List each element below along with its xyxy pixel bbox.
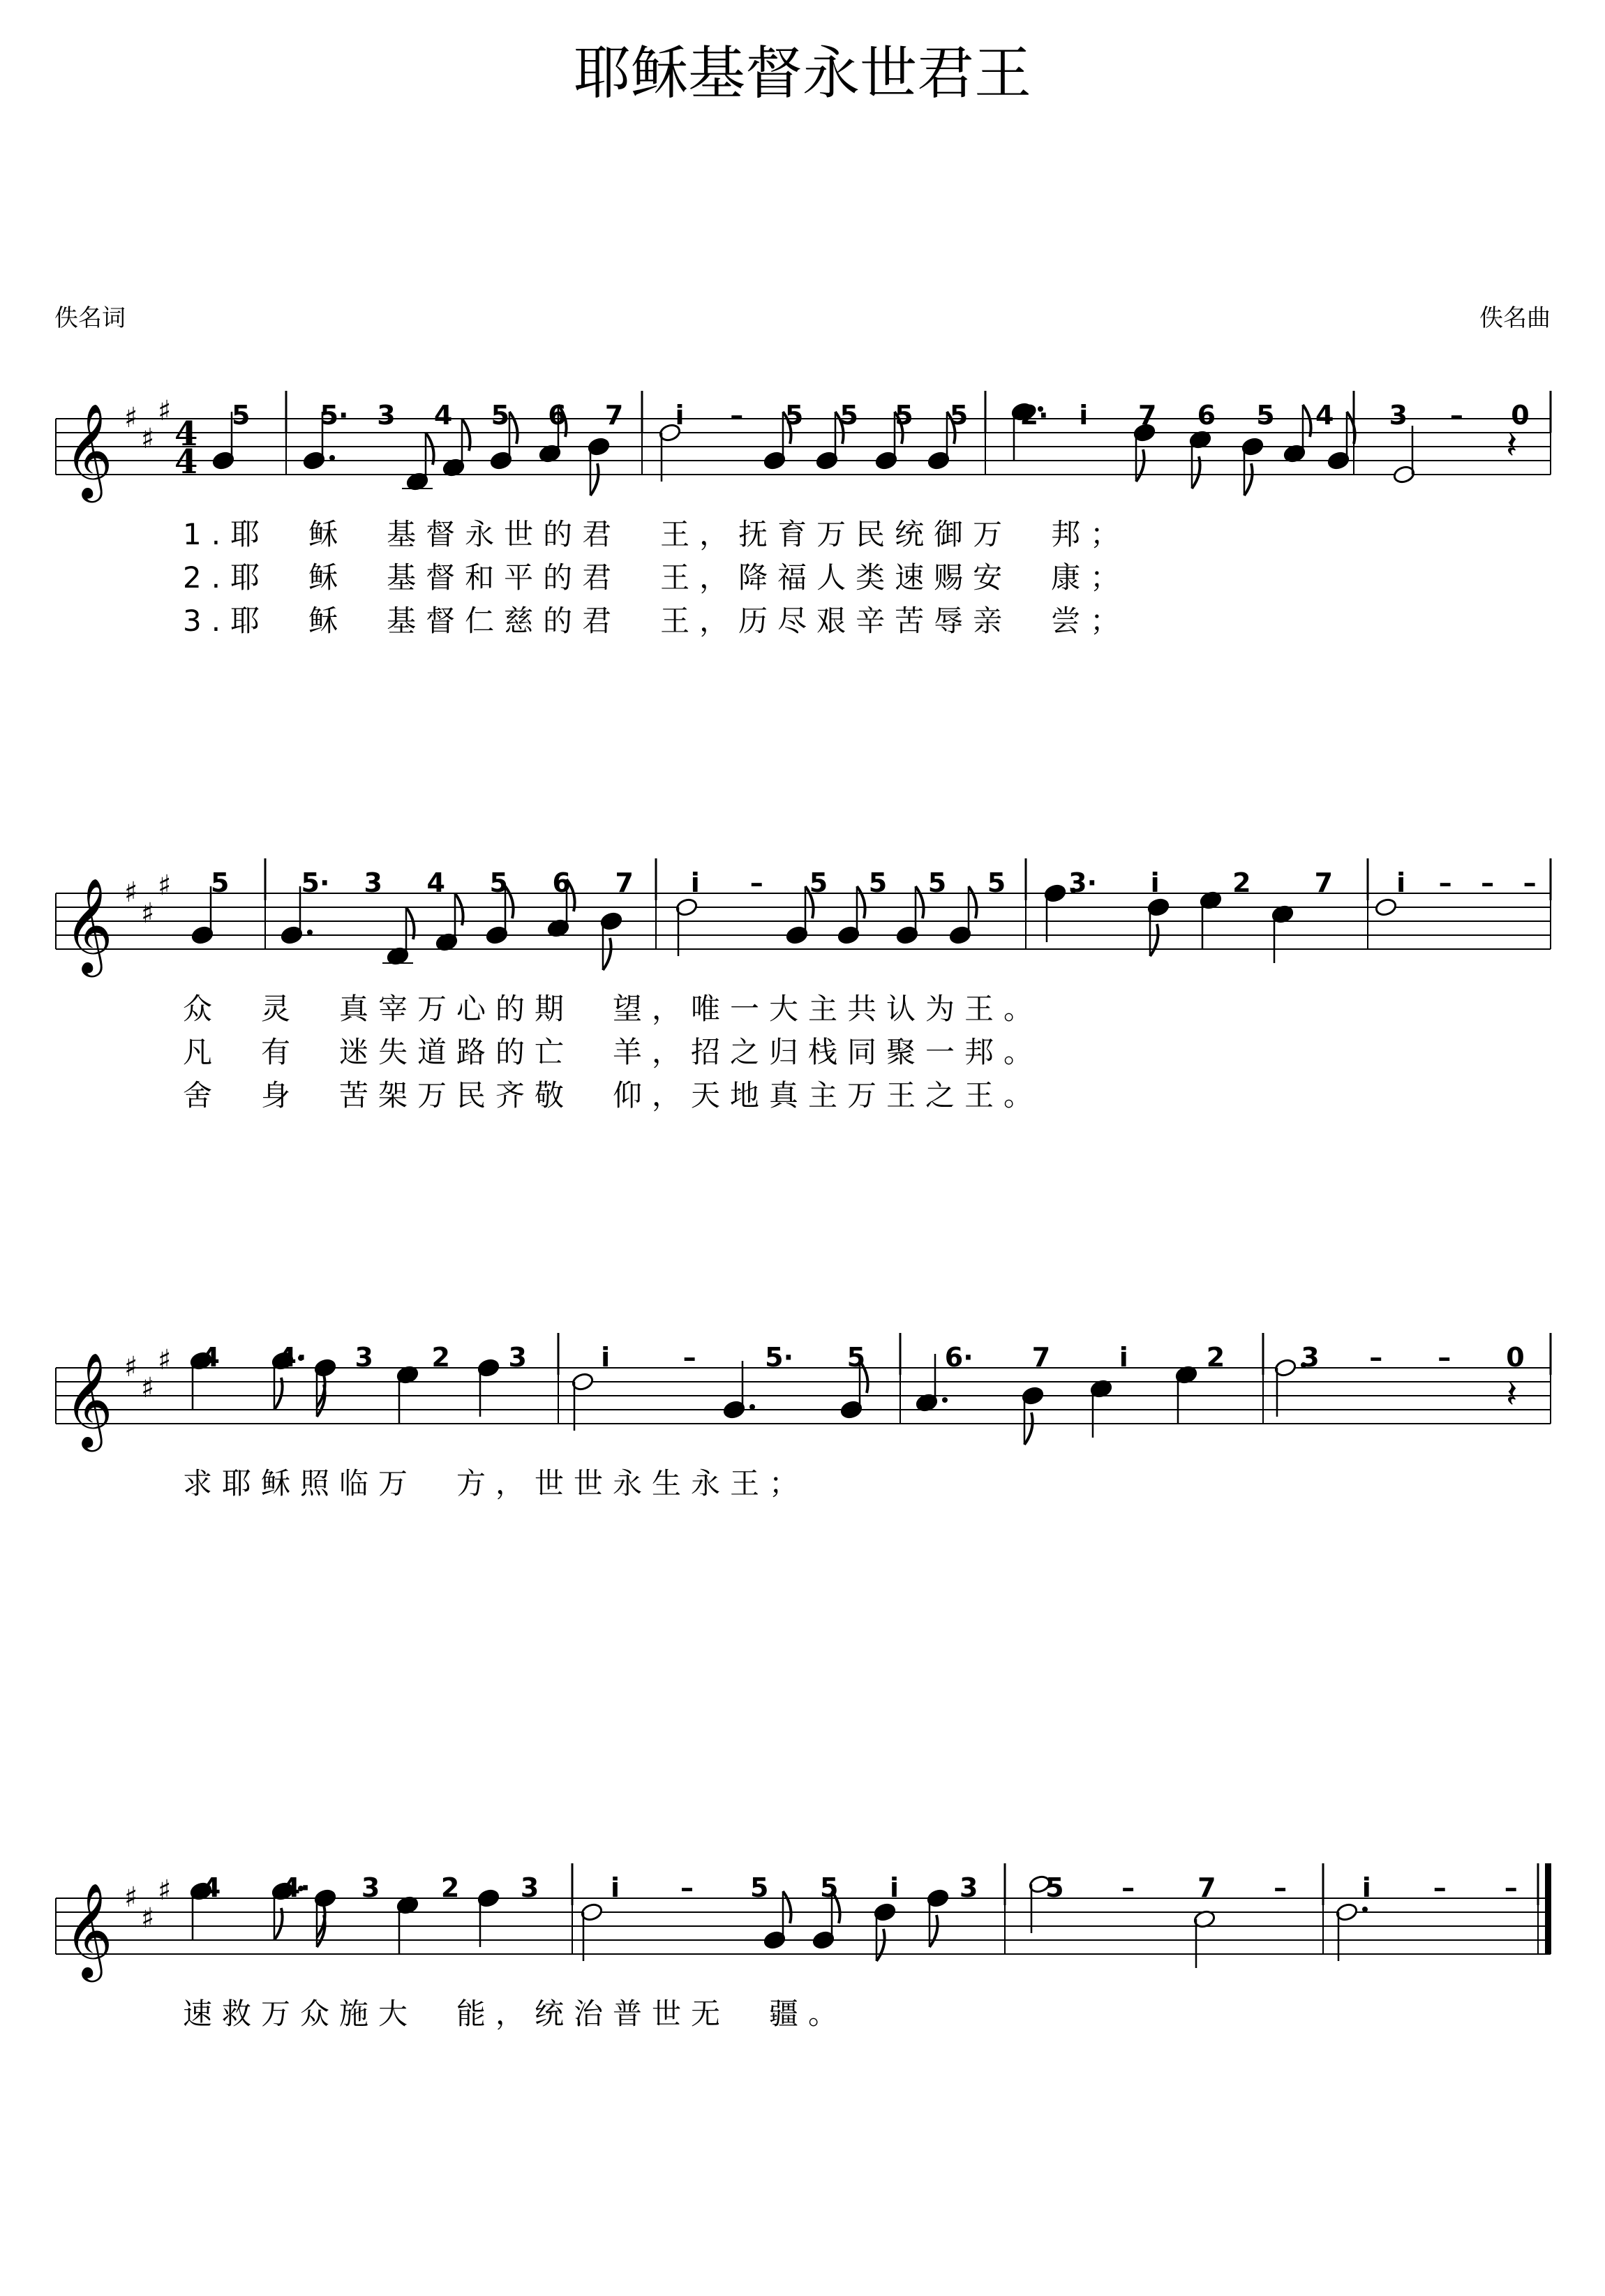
jianpu-note: i bbox=[890, 1872, 899, 1903]
jianpu-note: 3· bbox=[1068, 867, 1098, 898]
augmentation-dot bbox=[942, 1397, 948, 1403]
jianpu-note: 3 bbox=[361, 1872, 380, 1903]
lyric-line: 1.耶 稣 基督永世的君 王，抚育万民统御万 邦； bbox=[183, 517, 1130, 551]
jianpu-note: – bbox=[1433, 1872, 1447, 1903]
augmentation-dot bbox=[749, 1404, 755, 1410]
jianpu-note: i bbox=[675, 400, 685, 431]
jianpu-note: 2· bbox=[1020, 400, 1049, 431]
jianpu-note: 5 bbox=[820, 1872, 839, 1903]
jianpu-note: 2 bbox=[1206, 1342, 1225, 1373]
jianpu-note: 5 bbox=[750, 1872, 769, 1903]
sharp-icon: ♯ bbox=[141, 897, 155, 930]
jianpu-note: 5 bbox=[489, 867, 508, 898]
jianpu-note: 5 bbox=[846, 1342, 866, 1373]
jianpu-note: 4· bbox=[278, 1342, 307, 1373]
jianpu-note: – bbox=[1504, 1872, 1518, 1903]
note-flag bbox=[509, 412, 518, 444]
augmentation-dot bbox=[307, 930, 313, 935]
jianpu-note: 5· bbox=[765, 1342, 794, 1373]
lyric-line: 速救万众施大 能，统治普世无 疆。 bbox=[183, 1997, 848, 2031]
jianpu-note: 4 bbox=[202, 1872, 221, 1903]
time-signature-bottom: 4 bbox=[174, 442, 198, 482]
jianpu-note: 3 bbox=[354, 1342, 373, 1373]
jianpu-note: 5 bbox=[784, 400, 804, 431]
jianpu-note: – bbox=[1274, 1872, 1287, 1903]
jianpu-note: 6· bbox=[944, 1342, 973, 1373]
jianpu-note: 5· bbox=[320, 400, 349, 431]
jianpu-note: – bbox=[682, 1342, 696, 1373]
jianpu-note: 6 bbox=[552, 867, 571, 898]
note-flag bbox=[1244, 463, 1253, 495]
music-system bbox=[0, 1835, 1605, 2296]
time-signature-top: 4 bbox=[174, 415, 198, 454]
treble-clef-icon: 𝄞 bbox=[64, 877, 113, 973]
jianpu-note: 4 bbox=[433, 400, 453, 431]
lyric-line: 2.耶 稣 基督和平的君 王，降福人类速赐安 康； bbox=[183, 560, 1130, 595]
note-flag bbox=[1024, 1412, 1033, 1445]
jianpu-note: 3 bbox=[960, 1872, 978, 1903]
treble-clef-icon: 𝄞 bbox=[64, 402, 113, 498]
music-system bbox=[0, 830, 1605, 1291]
sharp-icon: ♯ bbox=[158, 870, 172, 902]
jianpu-note: 2 bbox=[431, 1342, 450, 1373]
jianpu-note: – bbox=[1481, 867, 1495, 898]
jianpu-note: 3 bbox=[377, 400, 396, 431]
jianpu-note: 5 bbox=[949, 400, 969, 431]
jianpu-note: – bbox=[730, 400, 744, 431]
note-flag bbox=[1150, 924, 1158, 956]
note-flag bbox=[783, 1891, 791, 1923]
note-flag bbox=[590, 463, 599, 495]
jianpu-note: – bbox=[1121, 1872, 1135, 1903]
jianpu-note: 4 bbox=[201, 1342, 220, 1373]
sharp-icon: ♯ bbox=[158, 1874, 172, 1907]
sharp-icon: ♯ bbox=[124, 877, 138, 909]
lyric-line: 舍 身 苦架万民齐敬 仰，天地真主万王之王。 bbox=[183, 1078, 1043, 1112]
sharp-icon: ♯ bbox=[158, 1344, 172, 1376]
note-flag bbox=[930, 1915, 938, 1947]
jianpu-note: 7 bbox=[604, 400, 624, 431]
jianpu-note: 7 bbox=[1197, 1872, 1216, 1903]
jianpu-note: i bbox=[1119, 1342, 1128, 1373]
jianpu-note: 5 bbox=[987, 867, 1006, 898]
jianpu-note: 3 bbox=[1301, 1342, 1320, 1373]
jianpu-note: 5 bbox=[839, 400, 858, 431]
jianpu-note: 5 bbox=[1045, 1872, 1064, 1903]
jianpu-note: 3 bbox=[1389, 400, 1408, 431]
sharp-icon: ♯ bbox=[158, 395, 172, 427]
treble-clef-icon: 𝄞 bbox=[64, 1351, 113, 1447]
jianpu-note: 5 bbox=[211, 867, 230, 898]
jianpu-note: i bbox=[1150, 867, 1160, 898]
lyric-line: 3.耶 稣 基督仁慈的君 王，历尽艰辛苦辱亲 尝； bbox=[183, 604, 1130, 638]
jianpu-note: i bbox=[611, 1872, 620, 1903]
jianpu-note: 4 bbox=[1315, 400, 1334, 431]
note-flag bbox=[876, 1929, 885, 1961]
jianpu-note: 7 bbox=[1314, 867, 1334, 898]
jianpu-note: 5 bbox=[809, 867, 828, 898]
quarter-rest-icon: 𝄽 bbox=[1506, 423, 1518, 467]
jianpu-note: 7 bbox=[615, 867, 634, 898]
sharp-icon: ♯ bbox=[141, 423, 155, 455]
jianpu-note: 5 bbox=[232, 400, 251, 431]
jianpu-note: i bbox=[1396, 867, 1406, 898]
note-flag bbox=[969, 886, 977, 918]
jianpu-note: i bbox=[1079, 400, 1089, 431]
augmentation-dot bbox=[329, 455, 335, 461]
jianpu-note: 6 bbox=[1197, 400, 1216, 431]
jianpu-note: 5 bbox=[491, 400, 510, 431]
jianpu-note: 5· bbox=[301, 867, 330, 898]
sharp-icon: ♯ bbox=[124, 1881, 138, 1914]
lyric-line: 凡 有 迷失道路的亡 羊，招之归栈同聚一邦。 bbox=[183, 1035, 1043, 1069]
jianpu-note: 4 bbox=[426, 867, 445, 898]
note-flag bbox=[916, 886, 924, 918]
jianpu-note: – bbox=[1449, 400, 1463, 431]
jianpu-note: – bbox=[1523, 867, 1537, 898]
jianpu-note: 3 bbox=[520, 1872, 539, 1903]
treble-clef-icon: 𝄞 bbox=[64, 1881, 113, 1978]
jianpu-note: i bbox=[690, 867, 700, 898]
jianpu-note: – bbox=[1438, 1342, 1451, 1373]
lyric-line: 众 灵 真宰万心的期 望，唯一大主共认为王。 bbox=[183, 992, 1043, 1026]
jianpu-note: 6 bbox=[548, 400, 567, 431]
jianpu-note: 7 bbox=[1137, 400, 1157, 431]
jianpu-note: 2 bbox=[1232, 867, 1251, 898]
quarter-rest-icon: 𝄽 bbox=[1506, 1372, 1518, 1416]
jianpu-note: 3 bbox=[508, 1342, 527, 1373]
song-title: 耶稣基督永世君王 bbox=[573, 40, 1031, 107]
music-system bbox=[0, 1305, 1605, 1766]
jianpu-note: 5 bbox=[1256, 400, 1275, 431]
composer-credit: 佚名曲 bbox=[1479, 304, 1551, 332]
jianpu-note: 5 bbox=[927, 867, 947, 898]
lyric-line: 求耶稣照临万 方，世世永生永王； bbox=[183, 1466, 809, 1500]
note-head bbox=[1374, 897, 1397, 917]
jianpu-note: 5 bbox=[895, 400, 913, 431]
jianpu-note: – bbox=[680, 1872, 694, 1903]
music-system bbox=[0, 363, 1605, 823]
jianpu-note: i bbox=[1361, 1872, 1371, 1903]
sharp-icon: ♯ bbox=[141, 1372, 155, 1404]
jianpu-note: 0 bbox=[1511, 400, 1530, 431]
lyricist-credit: 佚名词 bbox=[54, 304, 126, 332]
sharp-icon: ♯ bbox=[141, 1902, 155, 1935]
jianpu-note: – bbox=[1438, 867, 1452, 898]
jianpu-note: 7 bbox=[1031, 1342, 1051, 1373]
jianpu-note: 4· bbox=[281, 1872, 311, 1903]
jianpu-note: 3 bbox=[364, 867, 382, 898]
jianpu-note: – bbox=[1369, 1342, 1383, 1373]
sharp-icon: ♯ bbox=[124, 1351, 138, 1383]
jianpu-note: 5 bbox=[868, 867, 888, 898]
augmentation-dot bbox=[1362, 1907, 1368, 1912]
jianpu-final-barline bbox=[1545, 1863, 1551, 1905]
jianpu-note: i bbox=[601, 1342, 611, 1373]
final-barline-thick bbox=[1545, 1898, 1551, 1954]
sharp-icon: ♯ bbox=[124, 402, 138, 434]
jianpu-note: 2 bbox=[440, 1872, 460, 1903]
note-flag bbox=[603, 938, 611, 970]
note-flag bbox=[857, 886, 865, 918]
note-flag bbox=[1136, 449, 1144, 482]
jianpu-note: – bbox=[749, 867, 763, 898]
jianpu-note: 0 bbox=[1506, 1342, 1525, 1373]
